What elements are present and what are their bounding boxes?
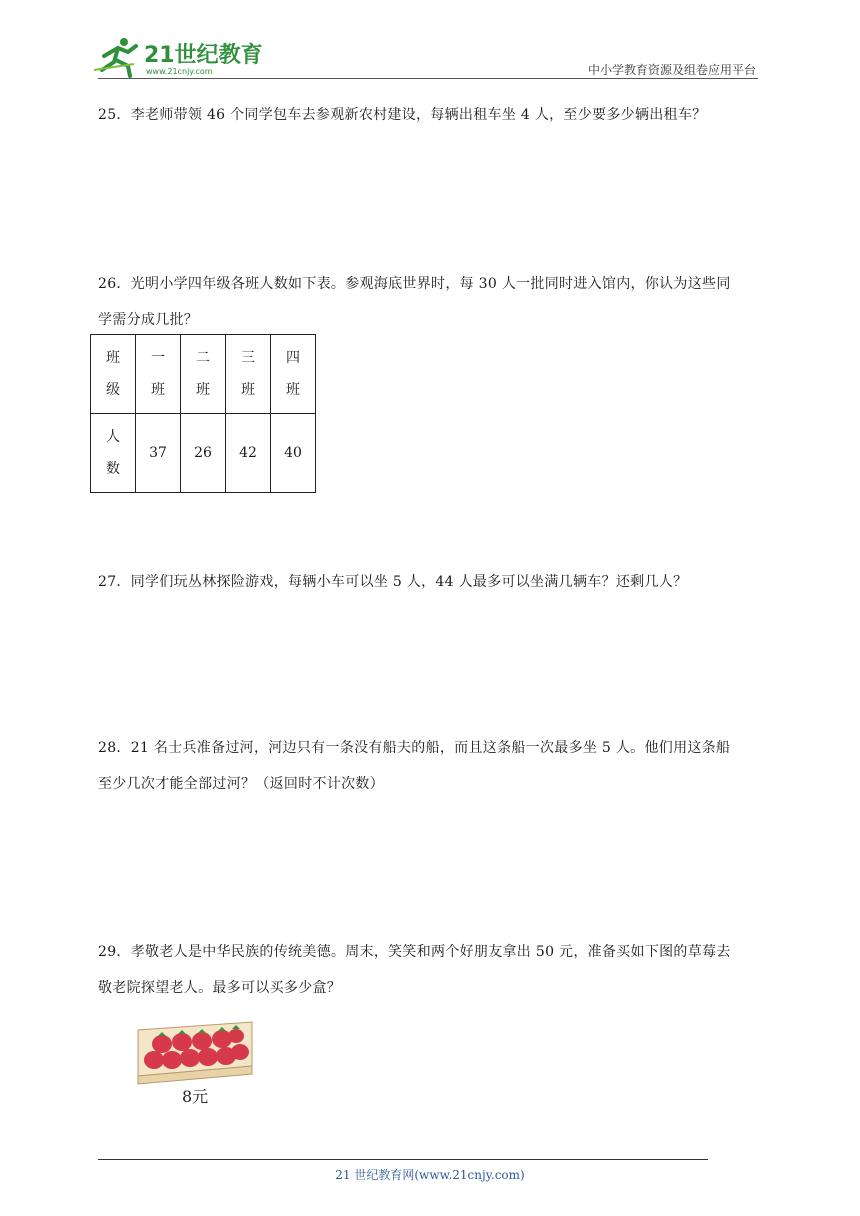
table-cell: 人 数 (91, 414, 136, 493)
table-cell: 班 级 (91, 335, 136, 414)
table-cell: 二 班 (181, 335, 226, 414)
class-size-table (90, 334, 316, 493)
question-29-line1: 29．孝敬老人是中华民族的传统美德。周末，笑笑和两个好朋友拿出 50 元，准备买如下图的草莓去 (98, 944, 731, 960)
question-26 (98, 266, 768, 338)
question-29-line2: 敬老院探望老人。最多可以买多少盒？ (98, 980, 342, 996)
strawberry-box-image (132, 1014, 258, 1124)
question-28 (98, 730, 768, 802)
table-row (91, 414, 316, 493)
question-29 (98, 934, 768, 1006)
question-26-line1: 26．光明小学四年级各班人数如下表。参观海底世界时，每 30 人一批同时进入馆内，你认为这些同 (98, 276, 731, 292)
header-divider (98, 78, 758, 79)
table-cell: 42 (226, 414, 271, 493)
table-cell: 37 (136, 414, 181, 493)
table-cell: 26 (181, 414, 226, 493)
footer-divider (98, 1159, 708, 1160)
svg-text:21世纪教育: 21世纪教育 (144, 43, 263, 68)
table-row (91, 335, 316, 414)
svg-text:www.21cnjy.com: www.21cnjy.com (146, 67, 213, 76)
question-28-line1: 28．21 名士兵准备过河，河边只有一条没有船夫的船，而且这条船一次最多坐 5 人。他们用这条船 (98, 740, 731, 756)
question-25-text: 25．李老师带领 46 个同学包车去参观新农村建设，每辆出租车坐 4 人，至少要多少辆出租车？ (98, 107, 707, 123)
footer-text: 21 世纪教育网(www.21cnjy.com) (335, 1168, 525, 1182)
question-27-text: 27．同学们玩丛林探险游戏，每辆小车可以坐 5 人，44 人最多可以坐满几辆车？还剩几人？ (98, 574, 688, 590)
table-cell: 一 班 (136, 335, 181, 414)
question-25 (98, 97, 768, 133)
table-cell: 40 (271, 414, 316, 493)
table-cell: 四 班 (271, 335, 316, 414)
running-figure-icon (94, 38, 136, 76)
question-27 (98, 564, 768, 600)
question-28-line2: 至少几次才能全部过河？（返回时不计次数） (98, 776, 384, 792)
table-cell: 三 班 (226, 335, 271, 414)
site-logo (94, 36, 264, 78)
strawberry-price: 8元 (182, 1087, 209, 1106)
question-26-line2: 学需分成几批？ (98, 312, 199, 328)
header-tagline: 中小学教育资源及组卷应用平台 (587, 63, 756, 77)
